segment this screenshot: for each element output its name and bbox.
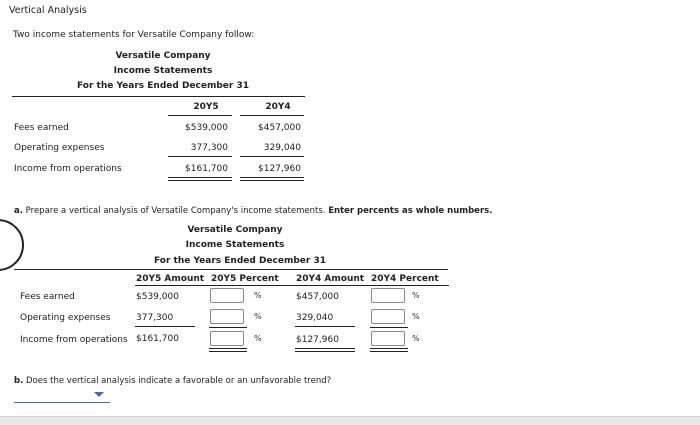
subtotal-rule-1 bbox=[168, 156, 232, 157]
part-b-question: b. Does the vertical analysis indicate a favorable or an unfavorable trend? bbox=[14, 376, 332, 386]
col-header-rule bbox=[135, 285, 449, 286]
row-label: Operating expenses bbox=[20, 313, 111, 323]
percent-rule bbox=[209, 327, 247, 328]
percent-double-rule bbox=[209, 348, 247, 352]
page-title: Vertical Analysis bbox=[9, 5, 87, 16]
row-label: Income from operations bbox=[20, 335, 128, 345]
statement-name: Income Statements bbox=[113, 66, 213, 76]
row-value: $161,700 bbox=[185, 164, 228, 174]
part-a-prompt: a. Prepare a vertical analysis of Versatile Company's income statements. Enter percents as whole numbers. bbox=[14, 206, 493, 216]
percent-sign: % bbox=[254, 291, 262, 300]
percent-sign: % bbox=[412, 334, 420, 343]
percent-input-20y4-income[interactable] bbox=[371, 331, 405, 346]
header-rule bbox=[12, 96, 305, 97]
row-value: $539,000 bbox=[185, 123, 228, 133]
amount-cell: 329,040 bbox=[296, 313, 334, 323]
percent-double-rule bbox=[370, 348, 408, 352]
row-label: Fees earned bbox=[14, 123, 69, 133]
dropdown-underline bbox=[14, 402, 110, 403]
percent-input-20y5-income[interactable] bbox=[210, 331, 244, 346]
percent-sign: % bbox=[412, 312, 420, 321]
col-header-20y5: 20Y5 bbox=[193, 102, 219, 112]
step-indicator bbox=[0, 219, 24, 271]
percent-input-20y5-fees[interactable] bbox=[210, 288, 244, 303]
percent-sign: % bbox=[254, 312, 262, 321]
amount-rule bbox=[135, 326, 195, 327]
row-label: Income from operations bbox=[14, 164, 122, 174]
amount-cell: 377,300 bbox=[136, 313, 174, 323]
col-rule-2 bbox=[240, 115, 304, 116]
analysis-header-rule bbox=[14, 269, 448, 270]
chevron-down-icon[interactable] bbox=[94, 392, 104, 397]
row-label: Fees earned bbox=[20, 292, 75, 302]
analysis-company: Versatile Company bbox=[187, 225, 283, 235]
amount-cell: $457,000 bbox=[296, 292, 339, 302]
percent-sign: % bbox=[412, 291, 420, 300]
amount-cell: $161,700 bbox=[136, 334, 179, 344]
percent-input-20y4-fees[interactable] bbox=[371, 288, 405, 303]
col-rule-1 bbox=[168, 115, 232, 116]
percent-rule bbox=[370, 327, 408, 328]
percent-sign: % bbox=[254, 334, 262, 343]
col-header: 20Y4 Amount bbox=[296, 274, 365, 284]
col-header: 20Y5 Percent bbox=[211, 274, 279, 284]
total-double-rule-2 bbox=[240, 177, 304, 181]
amount-cell: $539,000 bbox=[136, 292, 179, 302]
amount-rule bbox=[295, 326, 355, 327]
analysis-period: For the Years Ended December 31 bbox=[154, 256, 326, 266]
amount-double-rule bbox=[295, 348, 355, 352]
row-value: $127,960 bbox=[258, 164, 301, 174]
intro-text: Two income statements for Versatile Company follow: bbox=[13, 30, 255, 40]
subtotal-rule-2 bbox=[240, 156, 304, 157]
row-value: 329,040 bbox=[263, 143, 301, 153]
total-double-rule-1 bbox=[168, 177, 232, 181]
col-header-20y4: 20Y4 bbox=[265, 102, 291, 112]
percent-input-20y4-opex[interactable] bbox=[371, 309, 405, 324]
row-label: Operating expenses bbox=[14, 143, 105, 153]
statement-company: Versatile Company bbox=[115, 51, 211, 61]
analysis-name: Income Statements bbox=[185, 240, 285, 250]
col-header: 20Y4 Percent bbox=[371, 274, 439, 284]
statement-period: For the Years Ended December 31 bbox=[77, 81, 249, 91]
amount-cell: $127,960 bbox=[296, 335, 339, 345]
row-value: 377,300 bbox=[190, 143, 228, 153]
row-value: $457,000 bbox=[258, 123, 301, 133]
col-header: 20Y5 Amount bbox=[136, 274, 205, 284]
percent-input-20y5-opex[interactable] bbox=[210, 309, 244, 324]
